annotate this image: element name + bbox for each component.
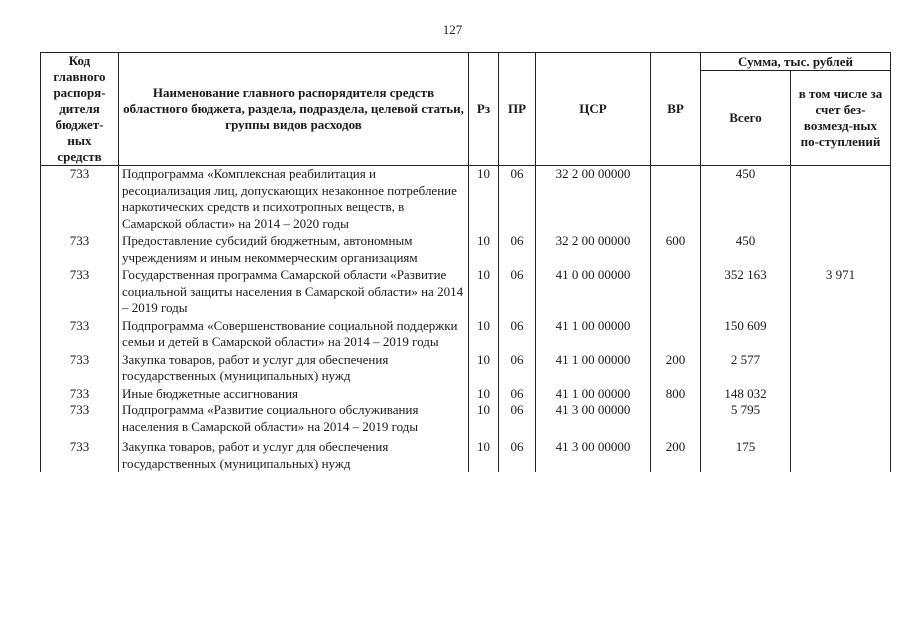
cell-total: 450	[701, 166, 791, 234]
cell-pr: 06	[499, 318, 536, 352]
cell-free	[791, 166, 891, 234]
table-row	[41, 318, 891, 352]
cell-vr	[651, 402, 701, 439]
cell-vr: 200	[651, 439, 701, 472]
cell-csr: 41 1 00 00000	[536, 386, 651, 403]
table-row	[41, 402, 891, 439]
cell-free	[791, 386, 891, 403]
cell-rz: 10	[469, 352, 499, 386]
cell-rz: 10	[469, 402, 499, 439]
cell-name: Иные бюджетные ассигнования	[119, 386, 469, 403]
cell-csr: 41 3 00 00000	[536, 439, 651, 472]
cell-csr: 41 3 00 00000	[536, 402, 651, 439]
cell-free	[791, 233, 891, 267]
header-free: в том числе за счет без-возмезд-ных по-ступлений	[791, 71, 891, 166]
cell-code: 733	[41, 439, 119, 472]
cell-total: 175	[701, 439, 791, 472]
header-total: Всего	[701, 71, 791, 166]
cell-csr: 41 1 00 00000	[536, 352, 651, 386]
table-row	[41, 267, 891, 318]
cell-rz: 10	[469, 267, 499, 318]
cell-code: 733	[41, 267, 119, 318]
cell-rz: 10	[469, 318, 499, 352]
cell-name: Подпрограмма «Развитие социального обслуживания населения в Самарской области» на 2014 – 2019 годы	[119, 402, 469, 439]
cell-code: 733	[41, 166, 119, 234]
cell-code: 733	[41, 402, 119, 439]
cell-vr	[651, 166, 701, 234]
cell-total: 2 577	[701, 352, 791, 386]
cell-total: 352 163	[701, 267, 791, 318]
cell-total: 450	[701, 233, 791, 267]
cell-csr: 32 2 00 00000	[536, 233, 651, 267]
cell-name: Закупка товаров, работ и услуг для обеспечения государственных (муниципальных) нужд	[119, 439, 469, 472]
table-row	[41, 166, 891, 234]
header-code: Код главного распоря-дителя бюджет-ных средств	[41, 53, 119, 166]
cell-csr: 41 1 00 00000	[536, 318, 651, 352]
cell-vr	[651, 318, 701, 352]
cell-pr: 06	[499, 439, 536, 472]
cell-rz: 10	[469, 439, 499, 472]
table-header	[41, 53, 891, 166]
cell-code: 733	[41, 318, 119, 352]
cell-pr: 06	[499, 402, 536, 439]
table-row	[41, 352, 891, 386]
header-pr: ПР	[499, 53, 536, 166]
header-csr: ЦСР	[536, 53, 651, 166]
table-body	[41, 166, 891, 473]
cell-pr: 06	[499, 166, 536, 234]
header-name: Наименование главного распорядителя средств областного бюджета, раздела, подраздела, целевой статьи, группы видов расходов	[119, 53, 469, 166]
cell-total: 150 609	[701, 318, 791, 352]
header-vr: ВР	[651, 53, 701, 166]
cell-vr: 800	[651, 386, 701, 403]
cell-code: 733	[41, 386, 119, 403]
cell-name: Подпрограмма «Комплексная реабилитация и ресоциализация лиц, допускающих незаконное потребление наркотических средств и психотропных веществ, в Самарской области» на 2014 – 2020 годы	[119, 166, 469, 234]
cell-free	[791, 352, 891, 386]
cell-free: 3 971	[791, 267, 891, 318]
cell-vr: 200	[651, 352, 701, 386]
table-row	[41, 233, 891, 267]
header-sum-group: Сумма, тыс. рублей	[701, 53, 891, 71]
cell-free	[791, 439, 891, 472]
cell-rz: 10	[469, 166, 499, 234]
cell-total: 5 795	[701, 402, 791, 439]
budget-table	[40, 52, 891, 472]
cell-vr: 600	[651, 233, 701, 267]
cell-free	[791, 318, 891, 352]
cell-name: Закупка товаров, работ и услуг для обеспечения государственных (муниципальных) нужд	[119, 352, 469, 386]
table-row	[41, 439, 891, 472]
cell-name: Предоставление субсидий бюджетным, автономным учреждениям и иным некоммерческим организациям	[119, 233, 469, 267]
page-number: 127	[442, 22, 463, 37]
cell-rz: 10	[469, 386, 499, 403]
header-rz: Рз	[469, 53, 499, 166]
cell-pr: 06	[499, 352, 536, 386]
cell-pr: 06	[499, 267, 536, 318]
cell-pr: 06	[499, 233, 536, 267]
cell-total: 148 032	[701, 386, 791, 403]
cell-code: 733	[41, 352, 119, 386]
cell-vr	[651, 267, 701, 318]
cell-free	[791, 402, 891, 439]
cell-name: Государственная программа Самарской области «Развитие социальной защиты населения в Самарской области» на 2014 – 2019 годы	[119, 267, 469, 318]
cell-rz: 10	[469, 233, 499, 267]
table-row	[41, 386, 891, 403]
cell-csr: 41 0 00 00000	[536, 267, 651, 318]
cell-name: Подпрограмма «Совершенствование социальной поддержки семьи и детей в Самарской области» на 2014 – 2019 годы	[119, 318, 469, 352]
cell-pr: 06	[499, 386, 536, 403]
cell-csr: 32 2 00 00000	[536, 166, 651, 234]
cell-code: 733	[41, 233, 119, 267]
